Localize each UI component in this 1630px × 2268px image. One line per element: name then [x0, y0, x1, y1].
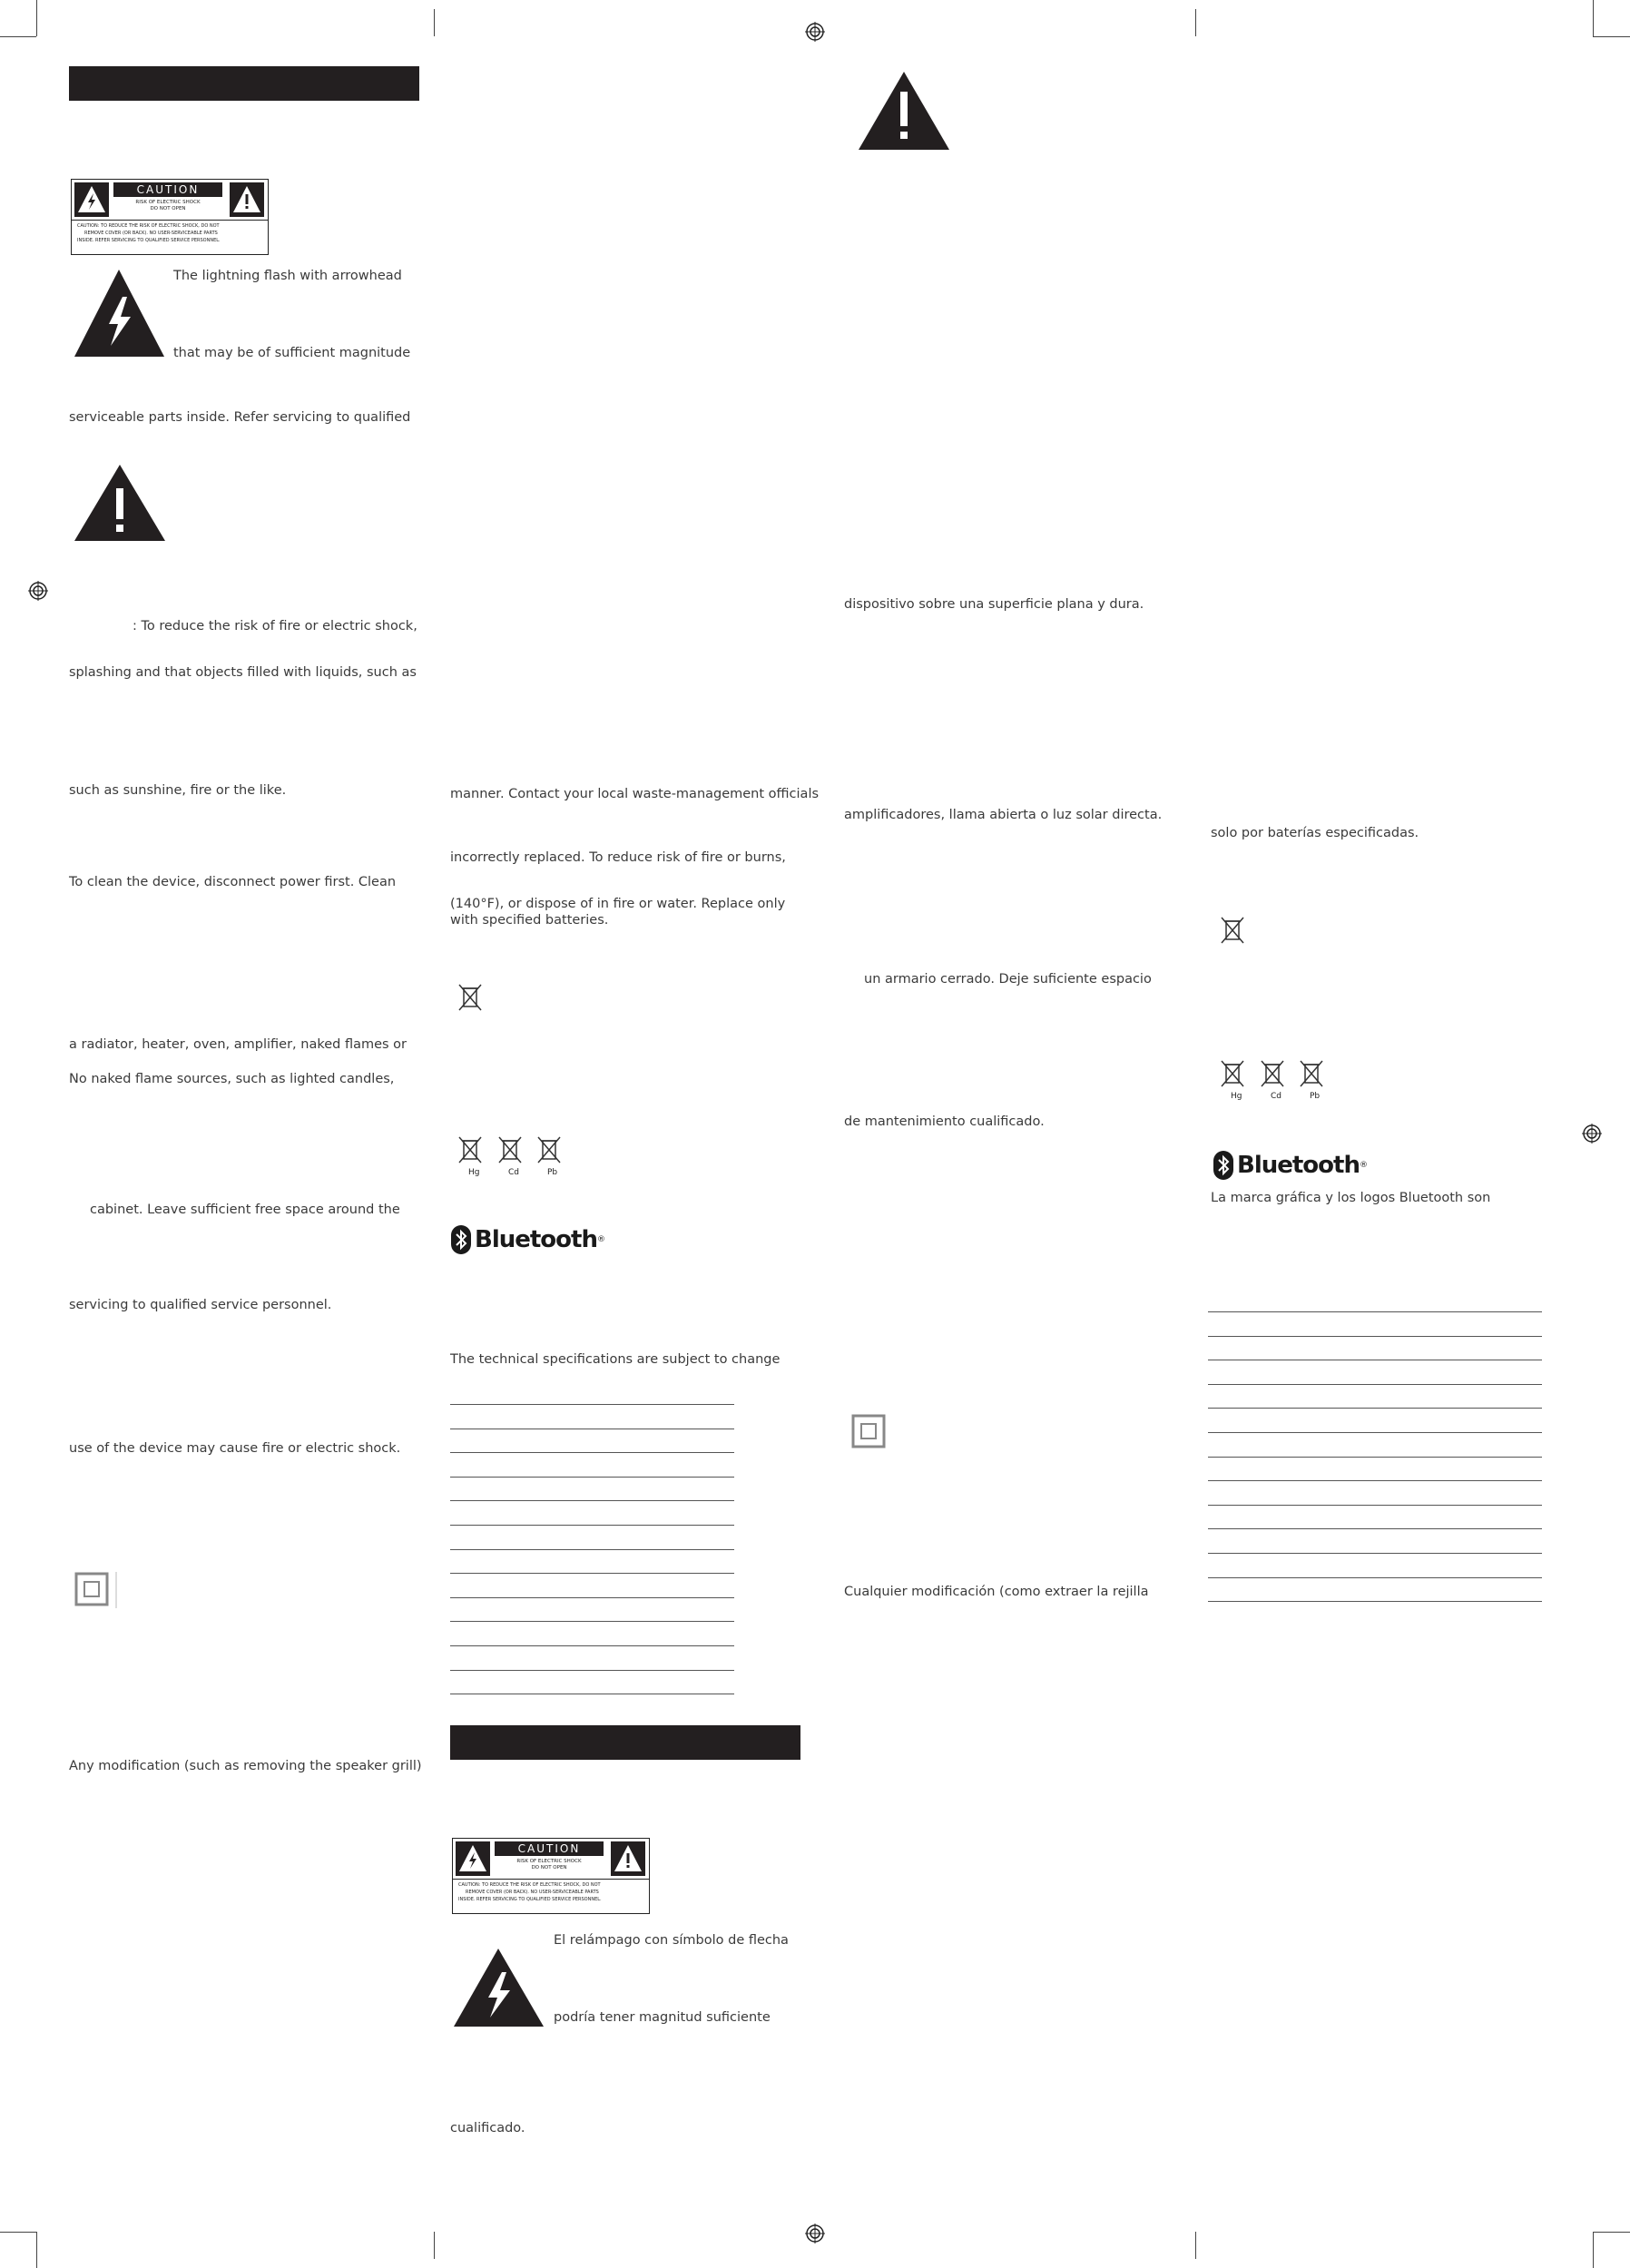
ruled-line — [450, 1549, 734, 1550]
body-text: La marca gráfica y los logos Bluetooth son — [1211, 1191, 1491, 1205]
exclamation-warning-icon — [230, 182, 264, 217]
ruled-line — [450, 1525, 734, 1526]
registration-mark-icon — [805, 2224, 825, 2243]
crossed-bin-icon — [496, 1134, 524, 1165]
caution-fine-print: REMOVE COVER (OR BACK). NO USER-SERVICEABLE PARTS — [84, 231, 218, 236]
ruled-line — [1208, 1408, 1542, 1409]
english-section-header-bar — [69, 66, 419, 101]
crop-mark — [434, 9, 435, 36]
body-text: serviceable parts inside. Refer servicing to qualified — [69, 410, 411, 425]
ruled-line — [450, 1621, 734, 1622]
ruled-line — [450, 1404, 734, 1405]
bluetooth-logo — [451, 1225, 604, 1254]
body-text: To clean the device, disconnect power first. Clean — [69, 875, 397, 889]
exclamation-warning-icon — [73, 463, 167, 543]
ruled-line — [450, 1477, 734, 1478]
body-text: solo por baterías especificadas. — [1211, 826, 1419, 840]
caution-subtitle: DO NOT OPEN — [531, 1865, 567, 1870]
bluetooth-wordmark: Bluetooth — [475, 1226, 597, 1253]
body-text: de mantenimiento cualificado. — [844, 1114, 1045, 1129]
electric-shock-icon — [456, 1841, 490, 1876]
body-text: use of the device may cause fire or electric shock. — [69, 1441, 401, 1456]
crossed-bin-icon — [1298, 1058, 1325, 1089]
ruled-line — [450, 1597, 734, 1598]
crop-mark — [0, 36, 36, 37]
body-text: No naked flame sources, such as lighted candles, — [69, 1072, 395, 1086]
crossed-bin-icon — [535, 1134, 563, 1165]
ruled-line — [1208, 1311, 1542, 1312]
body-text: manner. Contact your local waste-management officials — [450, 787, 820, 801]
ruled-line — [450, 1573, 734, 1574]
bluetooth-wordmark: Bluetooth — [1237, 1152, 1360, 1179]
body-text: (140°F), or dispose of in fire or water. Replace only — [450, 897, 786, 911]
class-ii-insulation-icon — [851, 1414, 888, 1450]
body-text: podría tener magnitud suficiente — [554, 2010, 771, 2025]
crossed-bin-icon — [457, 1134, 484, 1165]
body-text: Any modification (such as removing the speaker grill) — [69, 1759, 422, 1773]
crossed-bin-icon — [457, 982, 484, 1013]
caution-label — [71, 179, 269, 255]
ruled-line — [1208, 1505, 1542, 1506]
registration-mark-icon — [1582, 1124, 1602, 1144]
body-text: amplificadores, llama abierta o luz solar directa. — [844, 808, 1163, 822]
body-text: cabinet. Leave sufficient free space around the — [90, 1203, 400, 1217]
body-text: that may be of sufficient magnitude — [173, 346, 411, 360]
exclamation-warning-icon — [611, 1841, 645, 1876]
bin-label-cd: Cd — [508, 1168, 519, 1177]
bin-label-hg: Hg — [1231, 1092, 1242, 1101]
crop-mark — [1195, 2232, 1196, 2259]
ruled-line — [450, 1670, 734, 1671]
body-text: un armario cerrado. Deje suficiente espacio — [864, 972, 1152, 987]
caution-title: CAUTION — [113, 182, 222, 197]
caution-fine-print: INSIDE. REFER SERVICING TO QUALIFIED SERVICE PERSONNEL. — [77, 238, 221, 243]
bluetooth-icon — [1213, 1151, 1233, 1180]
ruled-line — [450, 1645, 734, 1646]
crossed-bin-icon — [1219, 915, 1246, 946]
body-text: Cualquier modificación (como extraer la rejilla — [844, 1585, 1149, 1599]
ruled-line — [1208, 1480, 1542, 1481]
exclamation-warning-icon — [857, 70, 951, 152]
crop-mark — [1593, 0, 1594, 36]
ruled-line — [1208, 1336, 1542, 1337]
body-text: dispositivo sobre una superficie plana y dura. — [844, 597, 1144, 612]
ruled-line — [1208, 1384, 1542, 1385]
body-text: cualificado. — [450, 2121, 525, 2135]
lightning-warning-icon — [73, 268, 166, 358]
bluetooth-icon — [451, 1225, 471, 1254]
body-text: a radiator, heater, oven, amplifier, naked flames or — [69, 1037, 408, 1052]
caution-fine-print: INSIDE. REFER SERVICING TO QUALIFIED SERVICE PERSONNEL. — [458, 1897, 602, 1902]
bin-label-hg: Hg — [468, 1168, 480, 1177]
body-text: : To reduce the risk of fire or electric shock, — [133, 619, 417, 633]
bin-label-cd: Cd — [1271, 1092, 1281, 1101]
body-text: splashing and that objects filled with liquids, such as — [69, 665, 417, 680]
registered-mark: ® — [596, 1235, 604, 1244]
body-text: incorrectly replaced. To reduce risk of fire or burns, — [450, 850, 786, 865]
crossed-bin-icon — [1259, 1058, 1286, 1089]
crop-mark — [1593, 36, 1630, 37]
spanish-section-header-bar — [450, 1725, 800, 1760]
ruled-line — [1208, 1577, 1542, 1578]
crop-mark — [36, 0, 37, 36]
caution-subtitle: RISK OF ELECTRIC SHOCK — [135, 200, 201, 205]
caution-fine-print: REMOVE COVER (OR BACK). NO USER-SERVICEABLE PARTS — [466, 1890, 599, 1895]
ruled-line — [450, 1452, 734, 1453]
crop-mark — [0, 2232, 36, 2233]
ruled-line — [1208, 1553, 1542, 1554]
caution-subtitle: DO NOT OPEN — [150, 206, 186, 211]
electric-shock-icon — [74, 182, 109, 217]
caution-fine-print: CAUTION: TO REDUCE THE RISK OF ELECTRIC SHOCK, DO NOT — [77, 223, 220, 229]
body-text: such as sunshine, fire or the like. — [69, 783, 287, 798]
body-text: The lightning flash with arrowhead — [173, 269, 402, 283]
caution-title: CAUTION — [495, 1841, 604, 1856]
ruled-line — [1208, 1457, 1542, 1458]
caution-divider — [453, 1879, 649, 1880]
body-text: El relámpago con símbolo de flecha — [554, 1933, 789, 1948]
registered-mark: ® — [1359, 1161, 1367, 1170]
ruled-line — [1208, 1601, 1542, 1602]
caution-divider — [72, 220, 268, 221]
ruled-line — [1208, 1528, 1542, 1529]
caution-subtitle: RISK OF ELECTRIC SHOCK — [516, 1859, 582, 1864]
bluetooth-logo — [1213, 1151, 1367, 1180]
ruled-line — [1208, 1432, 1542, 1433]
bin-label-pb: Pb — [547, 1168, 558, 1177]
body-text: with specified batteries. — [450, 913, 609, 928]
crop-mark — [434, 2232, 435, 2259]
caution-fine-print: CAUTION: TO REDUCE THE RISK OF ELECTRIC SHOCK, DO NOT — [458, 1882, 601, 1888]
body-text: The technical specifications are subject to change — [450, 1352, 781, 1367]
registration-mark-icon — [28, 581, 48, 601]
crop-mark — [1593, 2232, 1630, 2233]
bin-label-pb: Pb — [1310, 1092, 1321, 1101]
body-text: servicing to qualified service personnel. — [69, 1298, 332, 1312]
registration-mark-icon — [805, 22, 825, 42]
lightning-warning-icon — [452, 1947, 545, 2028]
caution-label — [452, 1838, 650, 1914]
ruled-line — [450, 1500, 734, 1501]
crop-mark — [1593, 2232, 1594, 2268]
class-ii-insulation-icon — [74, 1572, 118, 1608]
crop-mark — [1195, 9, 1196, 36]
crop-mark — [36, 2232, 37, 2268]
crossed-bin-icon — [1219, 1058, 1246, 1089]
